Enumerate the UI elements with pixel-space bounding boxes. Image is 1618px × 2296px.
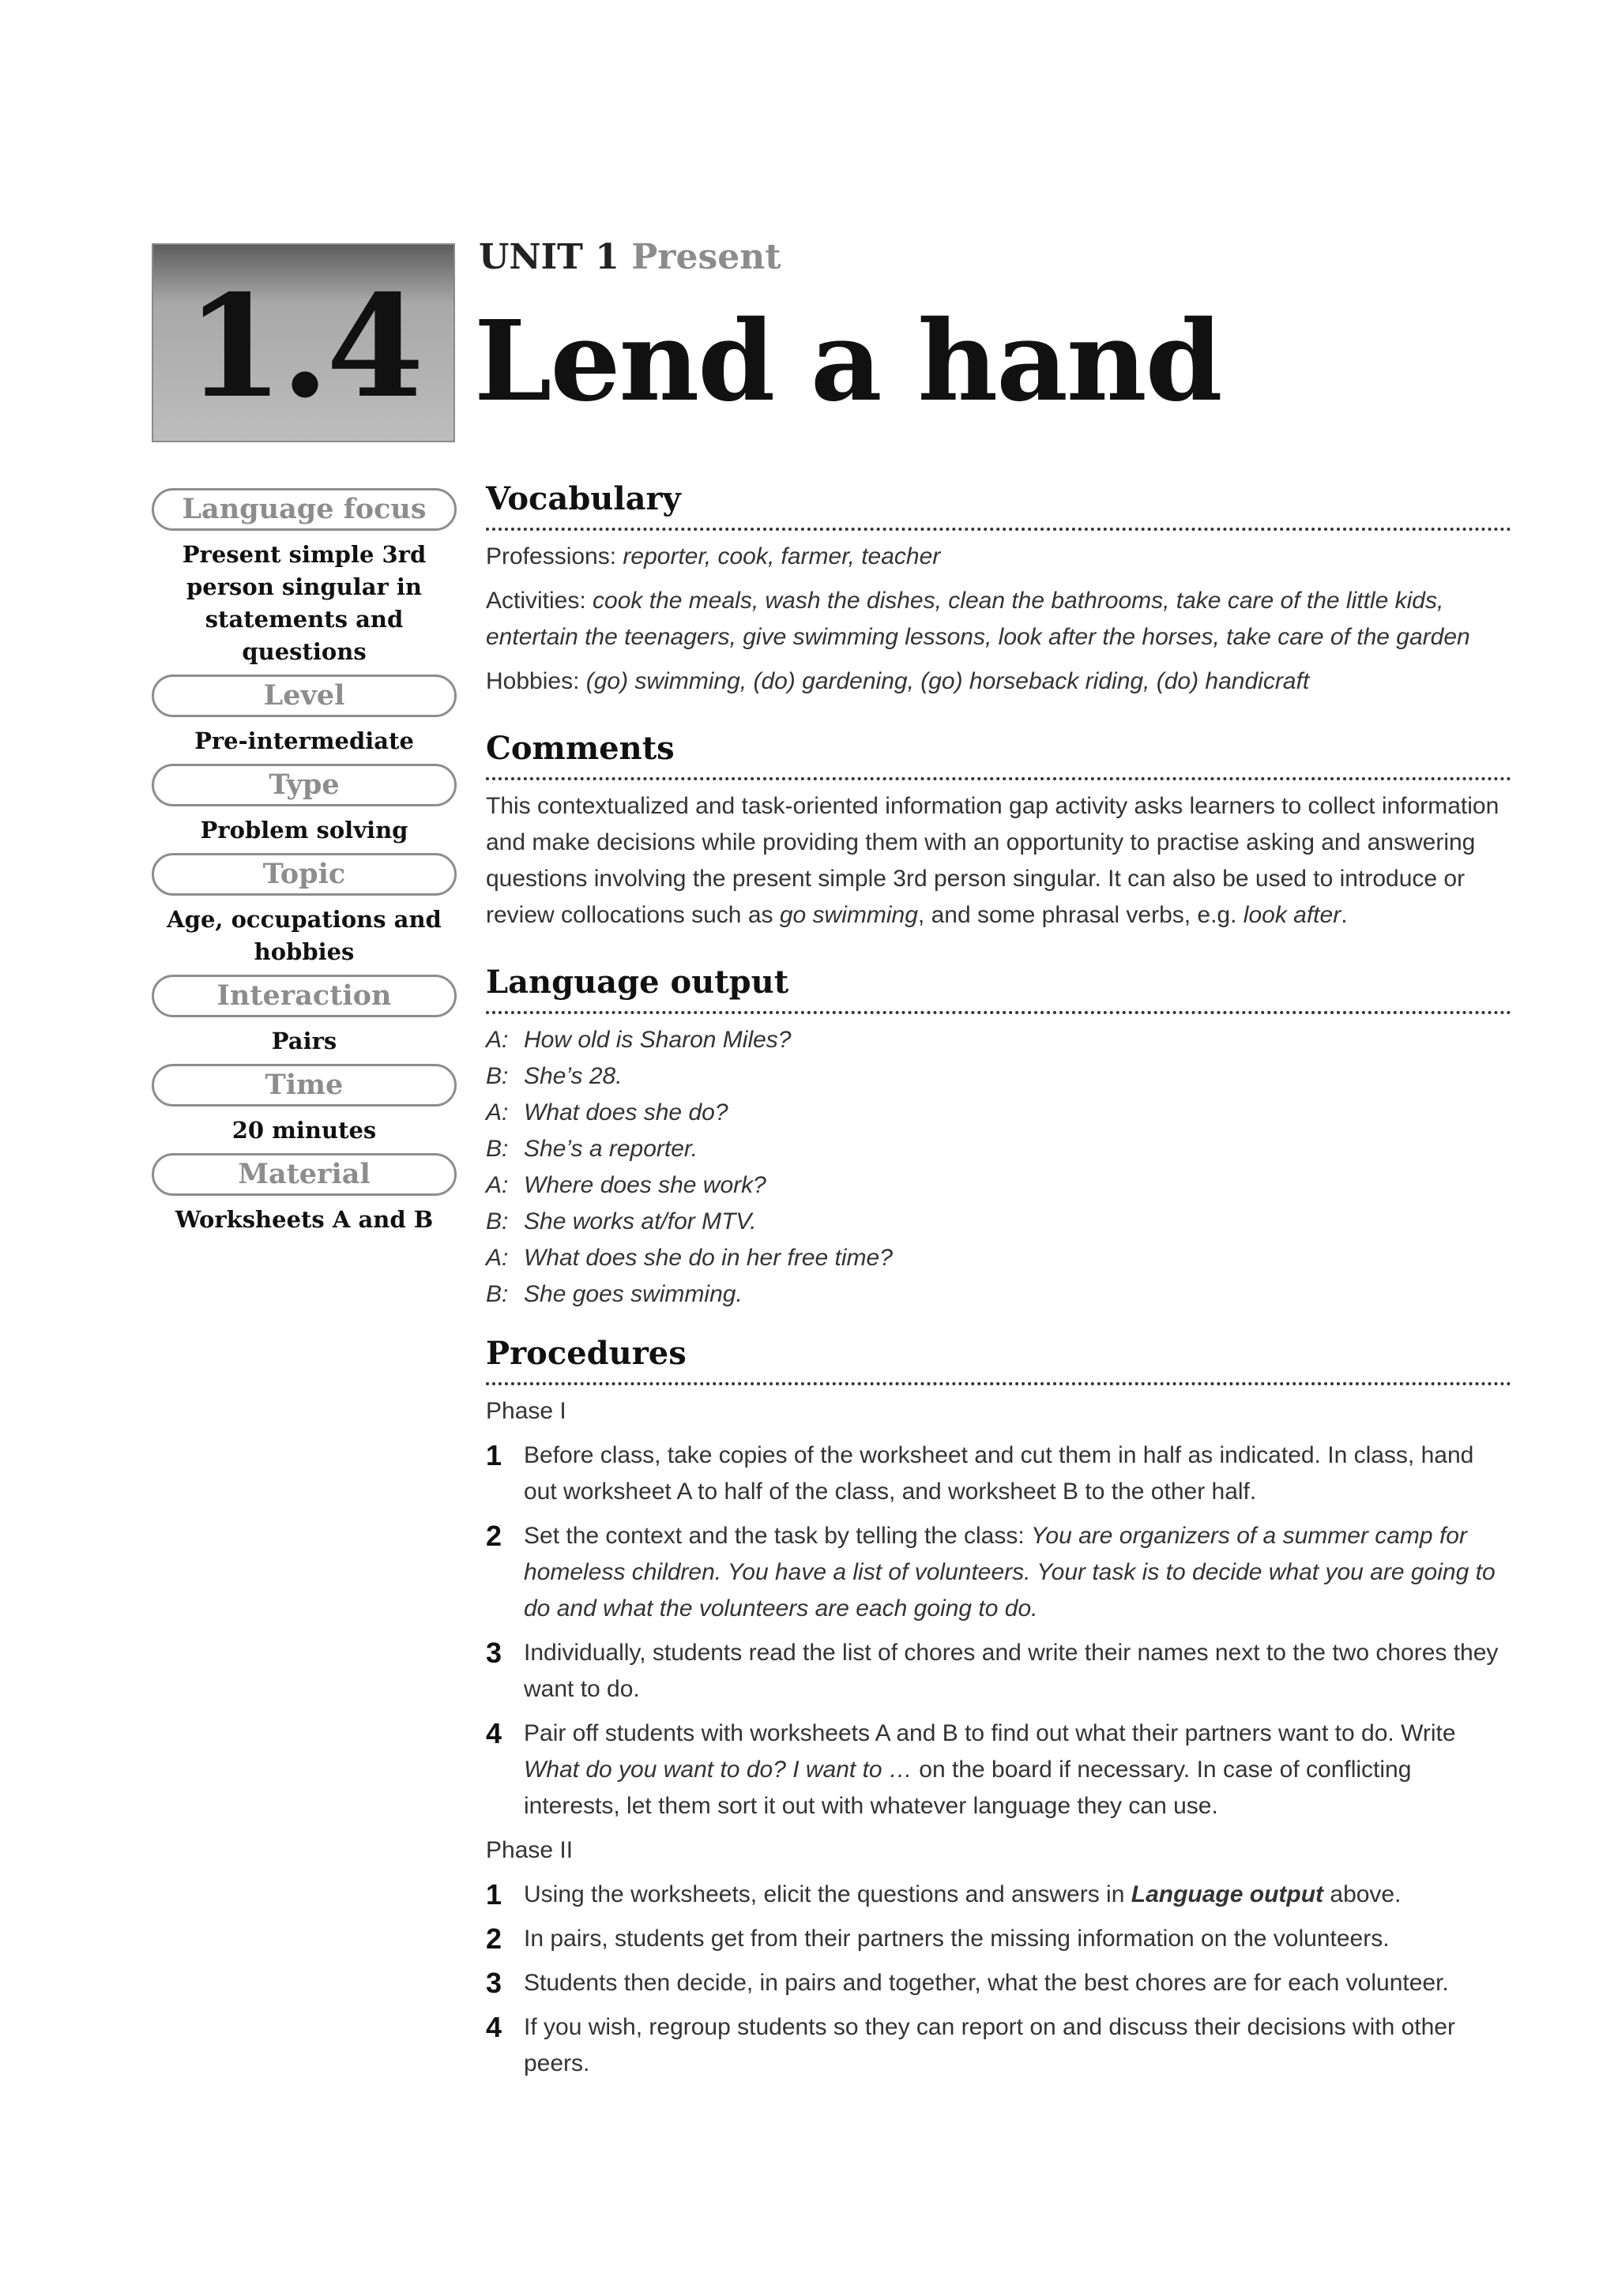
dialog-line: [486, 1095, 1511, 1131]
procedure-step: [486, 1877, 1511, 1913]
phase-2-label: Phase II: [486, 1837, 574, 1863]
unit-heading: [479, 237, 781, 277]
sidebar-label-type: Type: [152, 764, 457, 806]
sidebar-label-topic: Topic: [152, 853, 457, 896]
sidebar-label-language-focus: Language focus: [152, 488, 457, 531]
step-number: 3: [486, 1637, 502, 1669]
comments-emphasis: go swimming: [779, 902, 918, 928]
sidebar-value-language-focus: Present simple 3rd person singular in statements and questions: [182, 541, 427, 665]
dialog-text: Where does she work?: [524, 1172, 766, 1198]
hobbies-label: Hobbies:: [486, 668, 580, 694]
procedure-step: [486, 2009, 1511, 2082]
page-title: Lend a hand: [474, 297, 1221, 427]
comments-text-part: This contextualized and task-oriented information gap activity asks learners to collect information and make decisions while providing them with an opportunity to practise asking and answering questions involving the present simple 3rd person singular. It can also be used to introduce or review collocations such as: [486, 793, 1499, 928]
sidebar-label-time: Time: [152, 1064, 457, 1107]
dialog-text: What does she do?: [524, 1099, 728, 1125]
step-text: Set the context and the task by telling the class:: [524, 1523, 1032, 1549]
step-text: above.: [1323, 1881, 1402, 1907]
vocabulary-professions: [486, 539, 1511, 575]
vocabulary-heading: Vocabulary: [486, 479, 1511, 531]
step-emphasis: Language output: [1131, 1881, 1324, 1907]
dialog-speaker: B:: [486, 1063, 509, 1089]
step-text: Individually, students read the list of chores and write their names next to the two chores they want to do.: [524, 1640, 1499, 1702]
step-emphasis: You are organizers of a summer camp for homeless children. You have a list of volunteers. Your task is to decide what you are going to do and what the volunteers are each going to do.: [524, 1523, 1496, 1621]
step-emphasis: What do you want to do? I want to …: [524, 1757, 912, 1783]
procedures-heading: Procedures: [486, 1333, 1511, 1385]
sidebar-value-interaction: Pairs: [271, 1028, 337, 1054]
comments-text: [486, 788, 1511, 934]
sidebar-value-topic: Age, occupations and hobbies: [167, 906, 442, 965]
step-number: 3: [486, 1967, 502, 1999]
dialog-text: What does she do in her free time?: [524, 1245, 893, 1271]
unit-number-box: [152, 243, 455, 442]
info-sidebar: [152, 488, 457, 1242]
dialog-speaker: B:: [486, 1136, 509, 1162]
dialog-text: She goes swimming.: [524, 1281, 743, 1307]
step-text: Students then decide, in pairs and together, what the best chores are for each volunteer.: [524, 1970, 1449, 1996]
procedure-step: [486, 1635, 1511, 1708]
step-number: 1: [486, 1439, 502, 1471]
sidebar-label-level: Level: [152, 675, 457, 717]
dialog-line: [486, 1167, 1511, 1204]
dialog-speaker: A:: [486, 1172, 509, 1198]
sidebar-label-material: Material: [152, 1153, 457, 1196]
procedure-step: [486, 1437, 1511, 1510]
dialog-line: [486, 1131, 1511, 1167]
procedure-step: [486, 1518, 1511, 1627]
step-text: In pairs, students get from their partners the missing information on the volunteers.: [524, 1926, 1390, 1952]
step-text: on the board if necessary. In case of conflicting interests, let them sort it out with whatever language they can use.: [524, 1757, 1412, 1819]
dialog-text: How old is Sharon Miles?: [524, 1027, 792, 1053]
sidebar-label-interaction: Interaction: [152, 975, 457, 1017]
step-number: 2: [486, 1922, 502, 1955]
sidebar-value-material: Worksheets A and B: [175, 1206, 434, 1233]
comments-text-part: .: [1341, 902, 1348, 928]
dialog-text: She works at/for MTV.: [524, 1208, 757, 1234]
step-number: 4: [486, 1717, 502, 1749]
procedure-step: [486, 1965, 1511, 2001]
procedure-step: [486, 1921, 1511, 1957]
comments-emphasis: look after: [1243, 902, 1341, 928]
dialog-line: [486, 1204, 1511, 1240]
unit-label: UNIT 1: [479, 237, 619, 277]
language-output-heading: Language output: [486, 962, 1511, 1014]
step-number: 1: [486, 1878, 502, 1911]
procedure-step: [486, 1715, 1511, 1824]
unit-topic: Present: [631, 237, 781, 277]
activities-list: cook the meals, wash the dishes, clean the bathrooms, take care of the little kids, entertain the teenagers, give swimming lessons, look after the horses, take care of the garden: [486, 588, 1470, 650]
step-text: Pair off students with worksheets A and B to find out what their partners want to do. Write: [524, 1720, 1456, 1746]
dialog-line: [486, 1276, 1511, 1313]
dialog-line: [486, 1240, 1511, 1276]
comments-heading: Comments: [486, 728, 1511, 780]
vocabulary-activities: [486, 583, 1511, 656]
step-text: If you wish, regroup students so they can report on and discuss their decisions with other peers.: [524, 2014, 1455, 2076]
dialog-speaker: B:: [486, 1208, 509, 1234]
professions-list: reporter, cook, farmer, teacher: [623, 543, 941, 569]
comments-text-part: , and some phrasal verbs, e.g.: [917, 902, 1244, 928]
activities-label: Activities:: [486, 588, 586, 614]
step-text: Before class, take copies of the worksheet and cut them in half as indicated. In class, hand out worksheet A to half of the class, and worksheet B to the other half.: [524, 1442, 1474, 1505]
dialog-line: [486, 1058, 1511, 1095]
professions-label: Professions:: [486, 543, 617, 569]
vocabulary-hobbies: [486, 663, 1511, 700]
dialog-line: [486, 1022, 1511, 1058]
hobbies-list: (go) swimming, (do) gardening, (go) horseback riding, (do) handicraft: [585, 668, 1310, 694]
sidebar-value-level: Pre-intermediate: [194, 727, 414, 754]
dialog-speaker: A:: [486, 1099, 509, 1125]
step-number: 4: [486, 2011, 502, 2043]
sidebar-value-type: Problem solving: [200, 817, 408, 844]
main-content: [486, 479, 1511, 2090]
phase-1-label: Phase I: [486, 1398, 566, 1424]
dialog-text: She’s a reporter.: [524, 1136, 698, 1162]
dialog-speaker: B:: [486, 1281, 509, 1307]
sidebar-value-time: 20 minutes: [231, 1117, 377, 1144]
step-number: 2: [486, 1520, 502, 1552]
step-text: Using the worksheets, elicit the questions and answers in: [524, 1881, 1131, 1907]
dialog-text: She’s 28.: [524, 1063, 623, 1089]
dialog-speaker: A:: [486, 1027, 509, 1053]
dialog-speaker: A:: [486, 1245, 509, 1271]
unit-number: 1.4: [186, 264, 421, 429]
